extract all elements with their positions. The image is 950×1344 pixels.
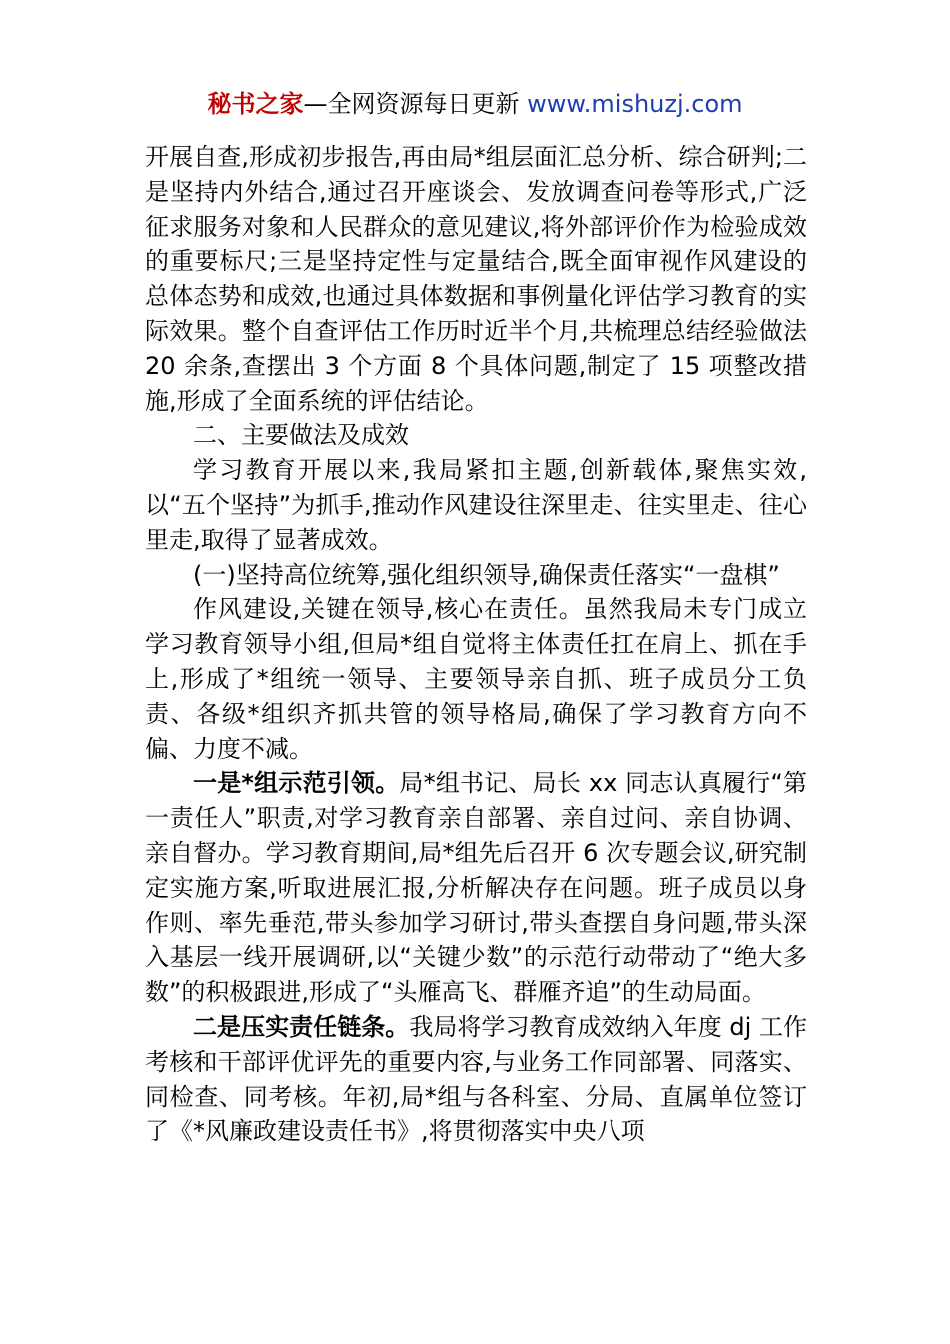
point-lead: 二是压实责任链条。 bbox=[193, 1012, 410, 1041]
subsection-heading bbox=[145, 558, 807, 593]
paragraph-text: 学习教育开展以来,我局紧扣主题,创新载体,聚焦实效,以“五个坚持”为抓手,推动作风建设往深里走、往实里走、往心里走,取得了显著成效。 bbox=[145, 456, 807, 554]
subsection-heading-text: (一)坚持高位统筹,强化组织领导,确保责任落实“一盘棋” bbox=[193, 560, 780, 589]
brand-name: 秘书之家 bbox=[207, 90, 304, 118]
paragraph-text: 开展自查,形成初步报告,再由局*组层面汇总分析、综合研判;二是坚持内外结合,通过召开座谈会、发放调查问卷等形式,广泛征求服务对象和人民群众的意见建议,将外部评价作为检验成效的重要标尺;三是坚持定性与定量结合,既全面审视作风建设的总体态势和成效,也通过具体数据和事例量化评估学习教育的实际效果。整个自查评估工作历时近半个月,共梳理总结经验做法 20 余条,查摆出 3 个方面 8 个具体问题,制定了 15 项整改措施,形成了全面系统的评估结论。 bbox=[145, 143, 807, 415]
paragraph-continuation bbox=[145, 140, 807, 418]
site-header bbox=[0, 84, 950, 124]
paragraph-intro bbox=[145, 453, 807, 557]
site-url-link[interactable]: www.mishuzj.com bbox=[527, 90, 743, 118]
paragraph-leadership bbox=[145, 592, 807, 766]
header-tagline: —全网资源每日更新 bbox=[303, 90, 528, 118]
paragraph-point-two bbox=[145, 1010, 807, 1149]
document-body bbox=[145, 140, 807, 1149]
paragraph-text: 我局将学习教育成效纳入年度 dj 工作考核和干部评优评先的重要内容,与业务工作同部署、同落实、同检查、同考核。年初,局*组与各科室、分局、直属单位签订了《*风廉政建设责任书》,将贯彻落实中央八项 bbox=[145, 1012, 808, 1146]
point-lead: 一是*组示范引领。 bbox=[193, 769, 400, 798]
paragraph-text: 局*组书记、局长 xx 同志认真履行“第一责任人”职责,对学习教育亲自部署、亲自过问、亲自协调、亲自督办。学习教育期间,局*组先后召开 6 次专题会议,研究制定实施方案,听取进展汇报,分析解决存在问题。班子成员以身作则、率先垂范,带头参加学习研讨,带头查摆自身问题,带头深入基层一线开展调研,以“关键少数”的示范行动带动了“绝大多数”的积极跟进,形成了“头雁高飞、群雁齐追”的生动局面。 bbox=[145, 769, 807, 1007]
paragraph-point-one bbox=[145, 766, 807, 1010]
section-heading bbox=[145, 418, 807, 453]
section-heading-text: 二、主要做法及成效 bbox=[193, 421, 409, 450]
paragraph-text: 作风建设,关键在领导,核心在责任。虽然我局未专门成立学习教育领导小组,但局*组自觉将主体责任扛在肩上、抓在手上,形成了*组统一领导、主要领导亲自抓、班子成员分工负责、各级*组织齐抓共管的领导格局,确保了学习教育方向不偏、力度不减。 bbox=[145, 595, 807, 763]
